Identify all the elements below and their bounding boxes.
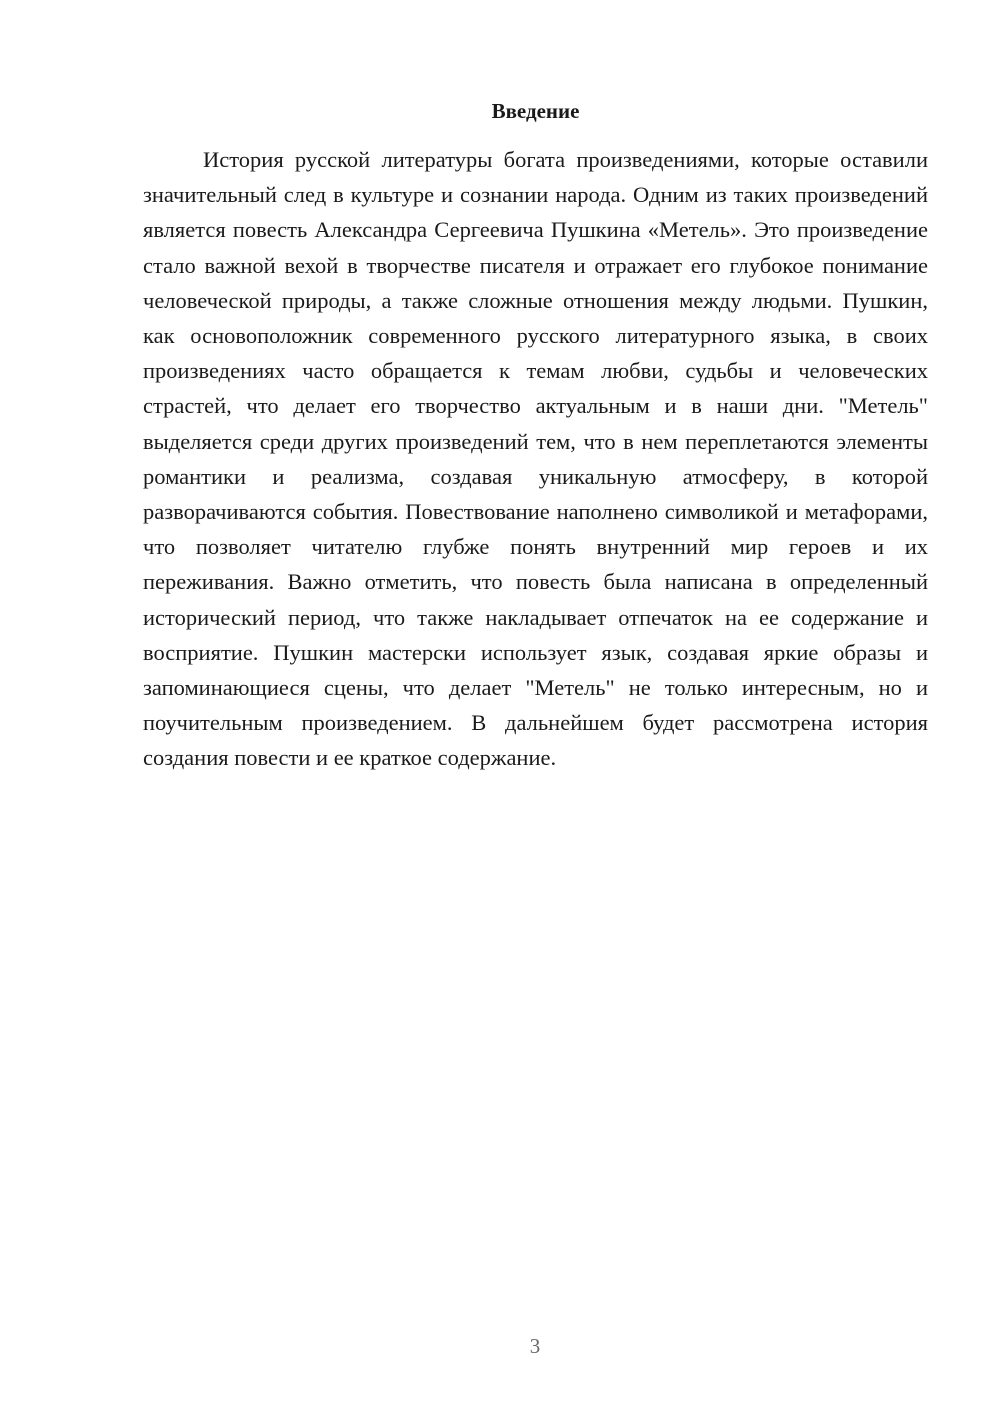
body-paragraph: История русской литературы богата произведениями, которые оставили значительный след в культуре и сознании народа. Одним из таких произведений является повесть Александра Сергеевича Пушкина «Метель». Это произведение стало важной вехой в творчестве писателя и отражает его глубокое понимание человеческой природы, а также сложные отношения между людьми. Пушкин, как основоположник современного русского литературного языка, в своих произведениях часто обращается к темам любви, судьбы и человеческих страстей, что делает его творчество актуальным и в наши дни. "Метель" выделяется среди других произведений тем, что в нем переплетаются элементы романтики и реализма, создавая уникальную атмосферу, в которой разворачиваются события. Повествование наполнено символикой и метафорами, что позволяет читателю глубже понять внутренний мир героев и их переживания. Важно отметить, что повесть была написана в определенный исторический период, что также накладывает отпечаток на ее содержание и восприятие. Пушкин мастерски использует язык, создавая яркие образы и запоминающиеся сцены, что делает "Метель" не только интересным, но и поучительным произведением. В дальнейшем будет рассмотрена история создания повести и ее краткое содержание.: [143, 147, 928, 771]
page-title: Введение: [491, 99, 580, 123]
page-number: 3: [529, 1334, 541, 1358]
